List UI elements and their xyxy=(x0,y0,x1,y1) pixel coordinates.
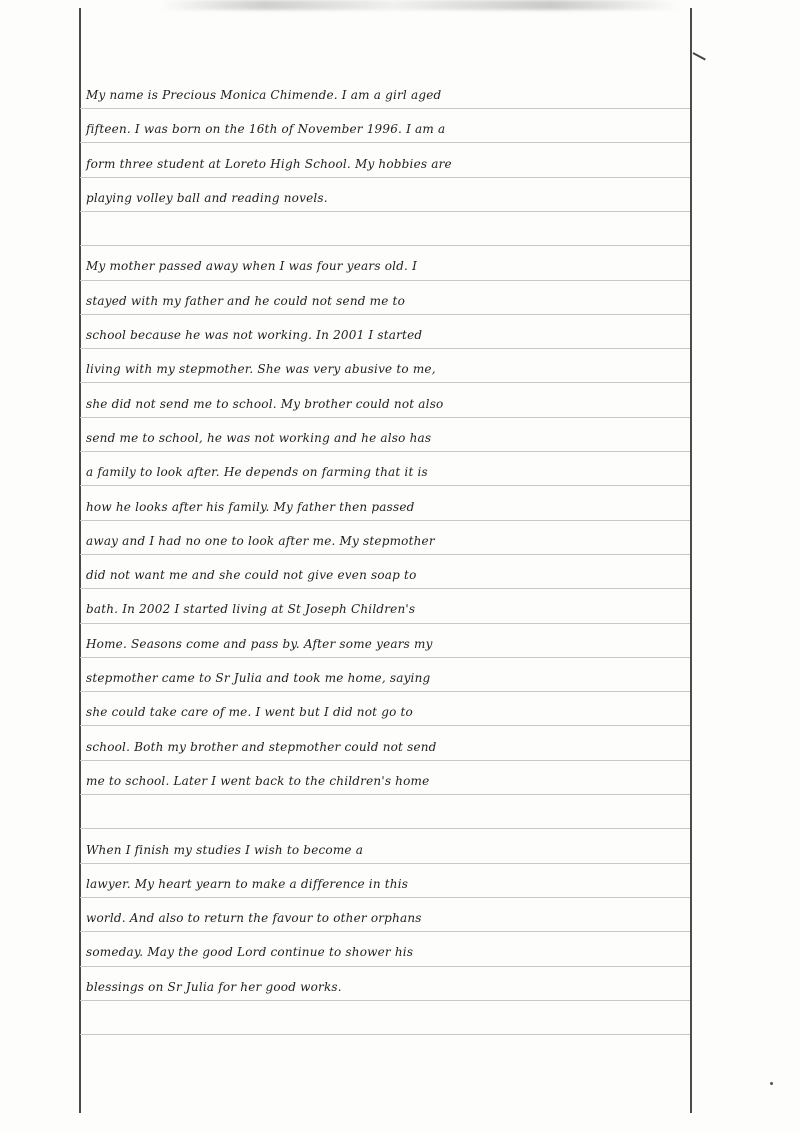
text-line: playing volley ball and reading novels. xyxy=(86,190,328,205)
text-line: When I finish my studies I wish to become a xyxy=(86,842,364,857)
text-line: living with my stepmother. She was very abusive to me, xyxy=(86,362,436,377)
scan-smudge xyxy=(160,0,680,10)
text-line: My name is Precious Monica Chimende. I am a girl aged xyxy=(86,88,442,102)
text-line: lawyer. My heart yearn to make a difference in this xyxy=(86,876,409,891)
paragraph-gap xyxy=(86,798,686,832)
text-line: she could take care of me. I went but I did not go to xyxy=(86,705,413,720)
paragraph-gap xyxy=(86,215,686,249)
text-line: she did not send me to school. My brother could not also xyxy=(86,396,444,411)
text-line: Home. Seasons come and pass by. After some years my xyxy=(86,636,433,651)
text-line: did not want me and she could not give even soap to xyxy=(86,568,417,583)
text-line: a family to look after. He depends on farming that it is xyxy=(86,465,428,480)
paragraph-aspirations xyxy=(86,833,686,1004)
text-line: school because he was not working. In 2001 I started xyxy=(86,328,423,343)
pen-mark xyxy=(693,52,706,60)
text-line: world. And also to return the favour to other orphans xyxy=(86,911,422,926)
ruled-line xyxy=(80,1034,690,1035)
text-line: bath. In 2002 I started living at St Joseph Children's xyxy=(86,602,416,617)
text-line: My mother passed away when I was four years old. I xyxy=(86,259,418,274)
text-line: away and I had no one to look after me. My stepmother xyxy=(86,533,435,548)
right-margin-line xyxy=(690,8,692,1113)
text-line: form three student at Loreto High School. My hobbies are xyxy=(86,156,452,171)
text-line: send me to school, he was not working and he also has xyxy=(86,430,432,445)
text-line: school. Both my brother and stepmother could not send xyxy=(86,739,437,754)
left-margin-line xyxy=(79,8,81,1113)
handwritten-letter xyxy=(86,78,686,1004)
speck xyxy=(770,1082,773,1085)
paragraph-intro xyxy=(86,78,686,215)
text-line: stepmother came to Sr Julia and took me home, saying xyxy=(86,671,431,686)
text-line: how he looks after his family. My father then passed xyxy=(86,499,415,514)
text-line: someday. May the good Lord continue to shower his xyxy=(86,945,414,960)
text-line: blessings on Sr Julia for her good works. xyxy=(86,979,342,994)
paragraph-story xyxy=(86,249,686,798)
text-line: stayed with my father and he could not send me to xyxy=(86,293,406,308)
text-line: me to school. Later I went back to the children's home xyxy=(86,773,430,788)
text-line: fifteen. I was born on the 16th of November 1996. I am a xyxy=(86,122,446,137)
